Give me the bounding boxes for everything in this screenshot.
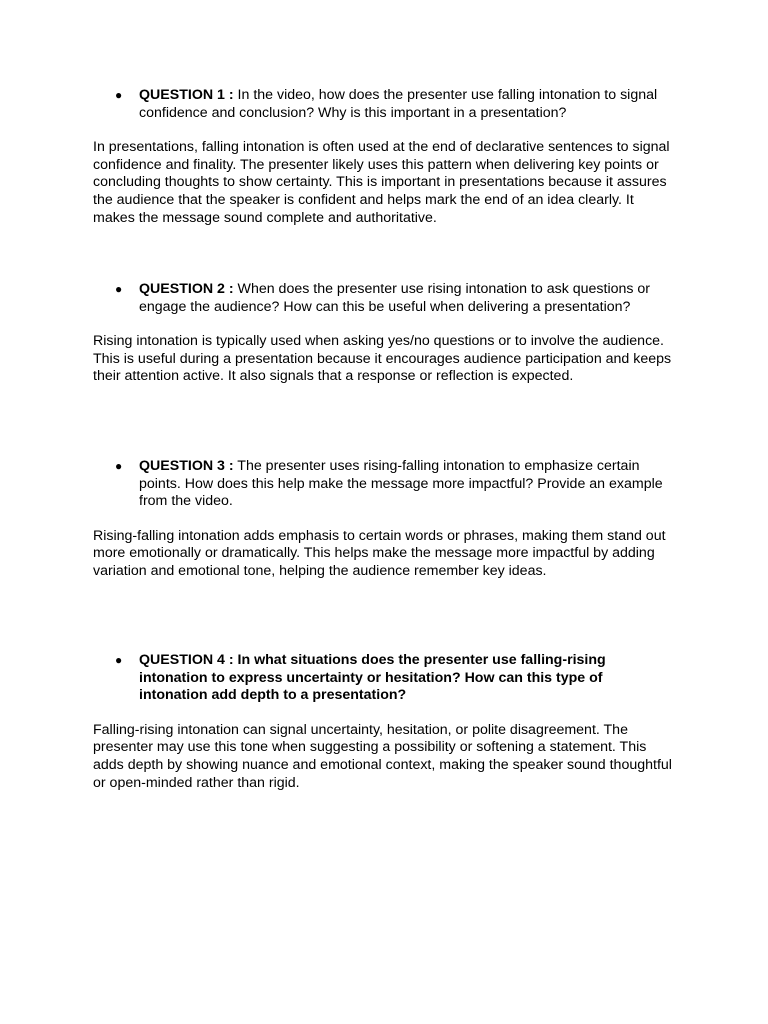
answer-3: Rising-falling intonation adds emphasis to certain words or phrases, making them stand out more emotionally or dramatically. This helps make the message more impactful by adding variation and emotional tone, helping the audience remember key ideas. [93,527,666,579]
question-block-2 [0,281,768,386]
question-block-4 [0,652,768,792]
bullet-icon: ● [115,282,123,296]
bullet-icon: ● [115,459,123,473]
question-block-1 [0,87,768,227]
question-block-3 [0,458,768,581]
question-1-label: QUESTION 1 : [139,87,234,103]
answer-1: In presentations, falling intonation is often used at the end of declarative sentences to signal confidence and finality. The presenter likely uses this pattern when delivering key points or concluding thoughts to show certainty. This is important in presentations because it assures the audience that the speaker is confident and helps mark the end of an idea clearly. It makes the message sound complete and authoritative. [93,139,670,226]
bullet-icon: ● [115,653,123,667]
answer-2: Rising intonation is typically used when asking yes/no questions or to involve the audience. This is useful during a presentation because it encourages audience participation and keeps their attention active. It also signals that a response or reflection is expected. [93,333,672,385]
question-4-label: QUESTION 4 : [139,652,234,668]
question-4 [0,652,669,705]
question-2-label: QUESTION 2 : [139,281,234,297]
question-2-text: When does the presenter use rising intonation to ask questions or engage the audience? How can this be useful when delivering a presentation? [139,281,651,315]
bullet-icon: ● [115,88,123,102]
question-3 [0,458,669,511]
question-3-label: QUESTION 3 : [139,458,234,474]
question-1 [0,87,669,122]
question-1-text: In the video, how does the presenter use falling intonation to signal confidence and conclusion? Why is this important in a presentation? [139,87,658,121]
question-2 [0,281,669,316]
question-3-text: The presenter uses rising-falling intonation to emphasize certain points. How does this help make the message more impactful? Provide an example from the video. [139,458,663,510]
answer-4: Falling-rising intonation can signal uncertainty, hesitation, or polite disagreement. The presenter may use this tone when suggesting a possibility or softening a statement. This adds depth by showing nuance and emotional context, making the speaker sound thoughtful or open-minded rather than rigid. [93,721,672,791]
question-4-text: In what situations does the presenter use falling-rising intonation to express uncertainty or hesitation? How can this type of intonation add depth to a presentation? [139,652,606,704]
